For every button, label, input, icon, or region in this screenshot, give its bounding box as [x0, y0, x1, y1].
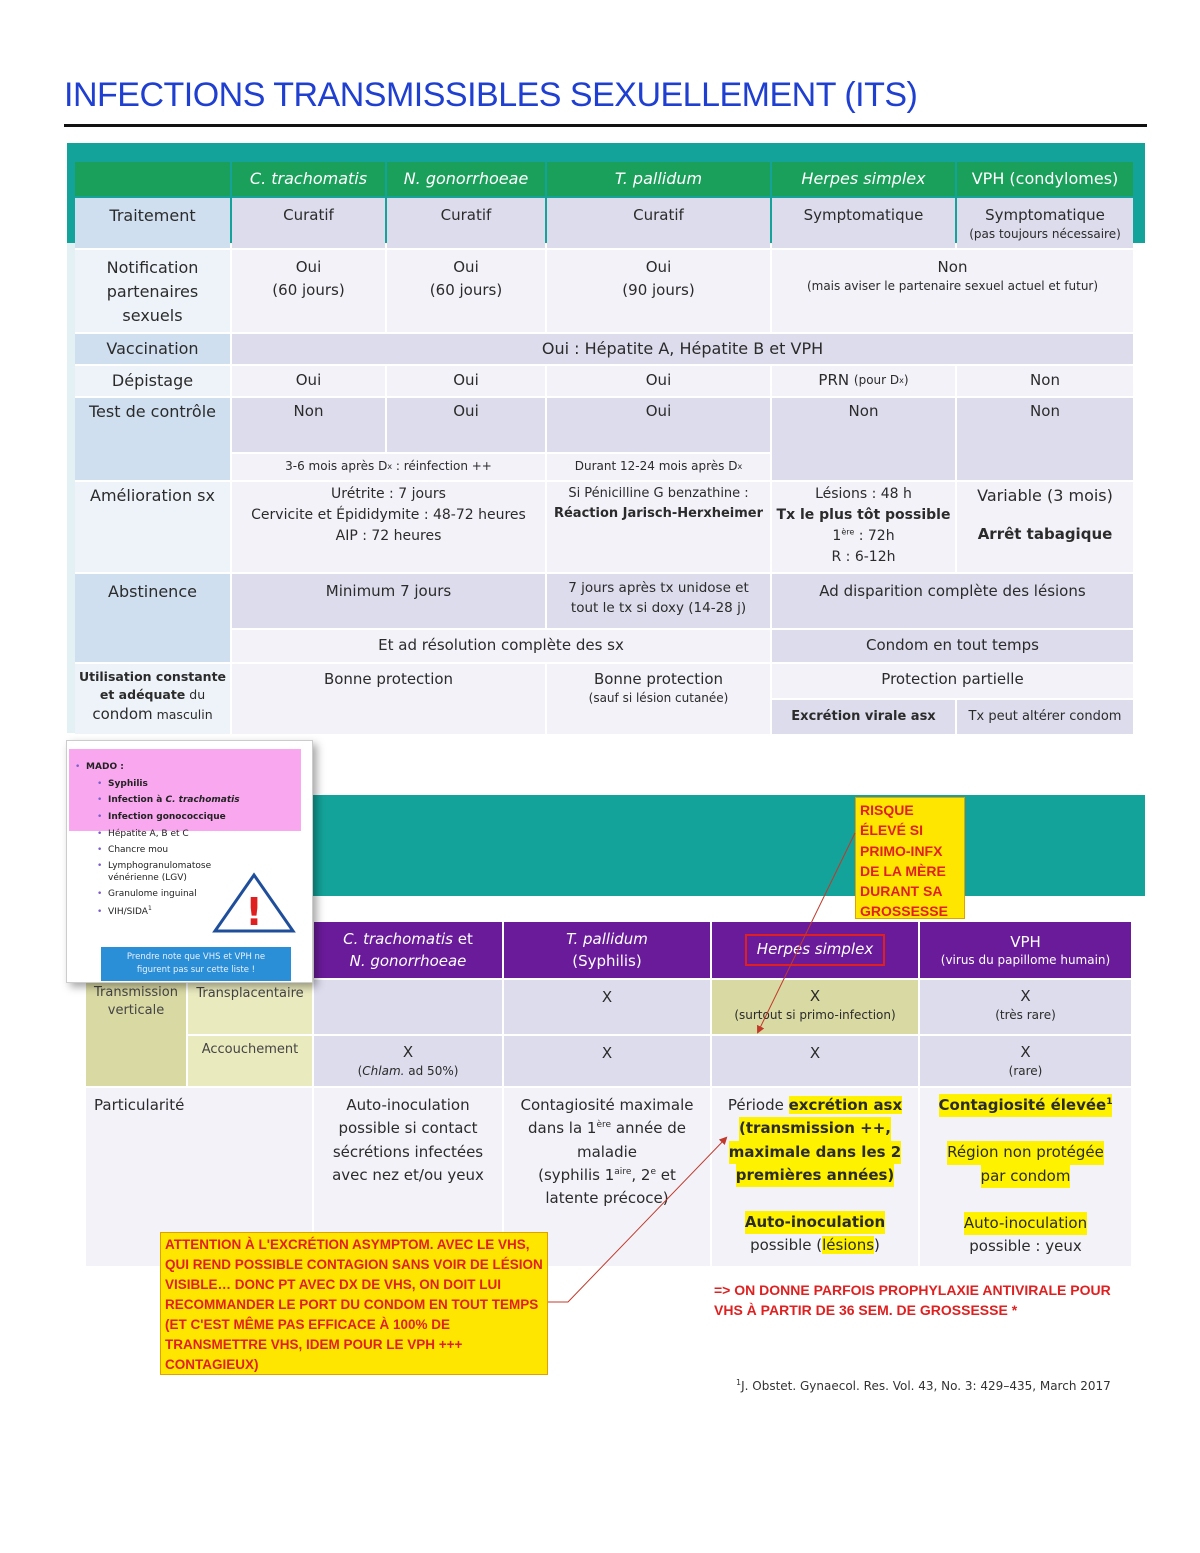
part-ctng-3: sécrétions infectées — [332, 1142, 484, 1161]
part-hsv-4: premières années) — [736, 1164, 895, 1187]
trans-hsv-note: (surtout si primo-infection) — [734, 1007, 896, 1022]
trans-label-1: Transmission — [94, 985, 178, 1000]
t1-header-tp: T. pallidum — [547, 162, 770, 196]
controle-tp-note-sub: x — [737, 461, 743, 471]
mado-item-2-text: Infection à — [108, 795, 166, 806]
notification-hv-1: Non — [937, 258, 968, 276]
mado-item-7-text: Granulome inguinal — [108, 889, 197, 900]
t2-header-hsv-text: Herpes simplex — [745, 934, 885, 965]
mado-item-6-text: Lymphogranulomatose vénérienne (LGV) — [108, 860, 212, 883]
part-ctng-4: avec nez et/ou yeux — [332, 1165, 484, 1184]
mado-item-5-text: Chancre mou — [108, 845, 169, 856]
vaccination-value: Oui : Hépatite A, Hépatite B et VPH — [232, 334, 1133, 364]
depistage-ng: Oui — [387, 366, 545, 396]
part-hsv-1b: excrétion asx — [788, 1096, 903, 1114]
traitement-label: Traitement — [75, 198, 230, 248]
condom-label-3: du — [185, 687, 206, 703]
part-vph-4: Auto-inoculation — [964, 1212, 1087, 1235]
part-vph-1-text: Contagiosité élevée — [938, 1096, 1107, 1114]
depistage-tp: Oui — [547, 366, 770, 396]
part-tp-2b: année de — [611, 1119, 686, 1138]
abstinence-tp-2: tout le tx si doxy (14-28 j) — [570, 600, 747, 617]
acc-ctng-x: X — [402, 1043, 414, 1061]
t2-header-ctng-1: C. trachomatis — [343, 929, 453, 948]
part-hsv-2: (transmission ++, — [739, 1117, 891, 1140]
amelioration-tp-1: Si Pénicilline G benzathine : — [568, 486, 749, 501]
traitement-vph-note: (pas toujours nécessaire) — [969, 227, 1121, 242]
acc-ctng-note-rest: ad 50% — [404, 1063, 454, 1078]
condom-label-5: masculin — [152, 707, 213, 723]
vaccination-label: Vaccination — [75, 334, 230, 364]
condom-tp-1: Bonne protection — [593, 670, 724, 688]
amelioration-ctng-1: Urétrite : 7 jours — [331, 486, 446, 502]
controle-ctng-note-1: 3-6 mois après D — [285, 459, 388, 474]
part-tp-2a: dans la 1 — [527, 1119, 597, 1138]
part-tp-3: maladie — [576, 1142, 638, 1161]
page-title: INFECTIONS TRANSMISSIBLES SEXUELLEMENT (ITS) — [64, 76, 918, 114]
condom-hv: Protection partielle — [772, 664, 1133, 698]
part-hsv-6b: lésions — [822, 1236, 875, 1255]
part-tp-4a: (syphilis 1 — [538, 1165, 615, 1184]
condom-vph-sub: Tx peut altérer condom — [957, 700, 1133, 734]
acc-vph-x: X — [1020, 1043, 1031, 1061]
traitement-tp: Curatif — [547, 198, 770, 248]
t2-header-ctng-3: N. gonorrhoeae — [349, 952, 467, 970]
notification-tp-2: (90 jours) — [622, 281, 695, 300]
traitement-ct: Curatif — [232, 198, 385, 248]
amelioration-vph-1: Variable (3 mois) — [977, 486, 1113, 505]
traitement-ng: Curatif — [387, 198, 545, 248]
part-vph-1-sup: 1 — [1106, 1097, 1113, 1107]
attention-note: ATTENTION À L'EXCRÉTION ASYMPTOM. AVEC LE VHS, QUI REND POSSIBLE CONTAGION SANS VOIR DE LÉSION VISIBLE… DONC PT AVEC DX DE VHS, ON DOIT LUI RECOMMANDER LE PORT DU CONDOM EN TOUT TEMPS (ET C'EST MÊME PAS EFFICACE À 100% DE TRANSMETTRE VHS, IDEM POUR LE VPH +++ CONTAGIEUX) — [160, 1232, 548, 1375]
depistage-label: Dépistage — [75, 366, 230, 396]
trans-hsv-x: X — [809, 987, 821, 1005]
part-vph-2: Région non protégée — [947, 1141, 1104, 1164]
warning-glyph: ! — [245, 890, 263, 934]
abstinence-sub-left: Et ad résolution complète des sx — [232, 630, 770, 662]
amelioration-hsv-2: Tx le plus tôt possible — [776, 507, 951, 523]
depistage-hsv-note: (pour D — [853, 373, 900, 388]
t2-header-tp-2: (Syphilis) — [572, 952, 642, 970]
amelioration-ctng-3: AIP : 72 heures — [335, 528, 442, 544]
reference-sup: 1 — [736, 1378, 742, 1387]
mado-item-1: • Syphilis — [97, 778, 148, 789]
part-tp-1: Contagiosité maximale — [520, 1096, 694, 1114]
condom-hsv-sub: Excrétion virale asx — [772, 700, 955, 734]
mado-item-6: • Lymphogranulomatose vénérienne (LGV) — [75, 861, 275, 884]
abstinence-tp-1: 7 jours après tx unidose et — [568, 580, 749, 596]
transplacentaire-label: Transplacentaire — [188, 980, 312, 1034]
amelioration-ctng-2: Cervicite et Épididymite : 48-72 heures — [251, 507, 526, 523]
part-tp-2sup: ère — [596, 1120, 612, 1131]
mado-title: MADO : — [86, 762, 124, 772]
notification-tp-1: Oui — [645, 258, 672, 276]
notification-hv-2: (mais aviser le partenaire sexuel actuel et futur) — [806, 279, 1099, 294]
controle-tp: Oui — [547, 398, 770, 452]
amelioration-hsv-3sup: ère — [841, 527, 855, 537]
condom-label-2: et adéquate — [99, 687, 186, 703]
part-tp-4sup2: e — [650, 1166, 656, 1177]
controle-label: Test de contrôle — [75, 398, 230, 480]
part-hsv-6a: possible ( — [750, 1236, 823, 1255]
arrow-attention-to-hsv — [548, 1138, 726, 1302]
t2-header-tp-1: T. pallidum — [566, 929, 648, 948]
part-hsv-6c: ) — [874, 1236, 880, 1255]
part-hsv-5: Auto-inoculation — [745, 1211, 885, 1234]
mado-note: Prendre note que VHS et VPH ne figurent pas sur cette liste ! — [101, 947, 291, 981]
trans-vph-x: X — [1020, 987, 1031, 1005]
acc-ctng-note: (Chlam. ad 50%) — [357, 1063, 459, 1078]
controle-ng: Oui — [387, 398, 545, 452]
amelioration-hsv-1: Lésions : 48 h — [815, 486, 912, 502]
part-hsv-3: maximale dans les 2 — [729, 1141, 901, 1164]
arrow-risk-to-hsv — [758, 833, 855, 1032]
notification-ct-2: (60 jours) — [272, 281, 345, 300]
amelioration-hsv-4: R : 6-12h — [831, 549, 896, 565]
prophylaxis-note: => ON DONNE PARFOIS PROPHYLAXIE ANTIVIRALE POUR VHS À PARTIR DE 36 SEM. DE GROSSESSE * — [714, 1282, 1111, 1319]
t1-header-ng: N. gonorrhoeae — [387, 162, 545, 196]
depistage-hsv-value: PRN — [818, 371, 850, 390]
reference-text: J. Obstet. Gynaecol. Res. Vol. 43, No. 3: 429–435, March 2017 — [741, 1379, 1111, 1393]
notification-label-2: partenaires — [106, 282, 199, 301]
abstinence-label: Abstinence — [75, 574, 230, 662]
mado-item-8-sup: 1 — [147, 904, 152, 912]
controle-tp-note-1: Durant 12-24 mois après D — [574, 459, 738, 474]
mado-item-2: • Infection à C. trachomatis — [97, 795, 240, 806]
trans-tp: X — [504, 980, 710, 1034]
t2-header-vph-2: (virus du papillome humain) — [940, 953, 1111, 968]
t1-header-ct: C. trachomatis — [232, 162, 385, 196]
part-label: Particularité — [86, 1088, 312, 1266]
amelioration-hsv-3b: : 72h — [854, 528, 895, 544]
t2-header-ctng-2: et — [452, 929, 473, 948]
trans-label-2: verticale — [107, 1003, 165, 1019]
mado-item-8: • VIH/SIDA$^1$ — [97, 904, 152, 917]
notification-ng-1: Oui — [453, 258, 479, 276]
depistage-ct: Oui — [232, 366, 385, 396]
mado-item-5: • Chancre mou — [97, 845, 169, 856]
part-ctng-1: Auto-inoculation — [346, 1096, 470, 1114]
condom-label-1: Utilisation constante — [78, 669, 227, 684]
controle-ctng-note-sub: x — [387, 461, 393, 471]
condom-ctng: Bonne protection — [232, 664, 545, 734]
acc-hsv: X — [712, 1036, 918, 1086]
t2-header-vph-1: VPH — [1010, 932, 1041, 951]
part-tp-4b: , 2 — [631, 1165, 651, 1184]
controle-ct: Non — [232, 398, 385, 452]
notification-label-3: sexuels — [122, 306, 183, 325]
mado-item-1-text: Syphilis — [108, 778, 148, 789]
controle-ctng-note-2: : réinfection ++ — [392, 459, 492, 474]
mado-item-3-text: Infection gonococcique — [108, 811, 226, 822]
depistage-hsv-close: ) — [903, 373, 909, 388]
part-vph-3: par condom — [981, 1165, 1071, 1188]
t1-header-hsv: Herpes simplex — [772, 162, 955, 196]
condom-tp-2: (sauf si lésion cutanée) — [588, 691, 729, 706]
abstinence-ctng: Minimum 7 jours — [232, 574, 545, 628]
risk-note: RISQUE ÉLEVÉ SI PRIMO-INFX DE LA MÈRE DURANT SA GROSSESSE — [855, 797, 965, 919]
acc-ctng-note-i: Chlam. — [362, 1063, 405, 1078]
abstinence-sub-right: Condom en tout temps — [772, 630, 1133, 662]
notification-label-1: Notification — [106, 258, 199, 277]
condom-label-4: condom — [92, 705, 153, 724]
amelioration-tp-2: Réaction Jarisch-Herxheimer — [553, 505, 764, 521]
mado-title-row: • MADO : — [75, 762, 124, 772]
depistage-vph: Non — [957, 366, 1133, 396]
abstinence-hv: Ad disparition complète des lésions — [772, 574, 1133, 628]
reference — [736, 1378, 1136, 1393]
acc-tp: X — [504, 1036, 710, 1086]
amelioration-vph-2: Arrêt tabagique — [977, 524, 1113, 543]
part-tp-5: latente précoce) — [545, 1189, 669, 1207]
mado-item-3: • Infection gonococcique — [97, 811, 226, 822]
mado-item-2-italic: C. trachomatis — [165, 795, 240, 806]
depistage-hsv-sub: x — [899, 375, 904, 385]
acc-vph-note: (rare) — [1008, 1063, 1043, 1078]
mado-item-4-text: Hépatite A, B et C — [108, 828, 189, 839]
t1-header-vph: VPH (condylomes) — [957, 162, 1133, 196]
notification-ng-2: (60 jours) — [429, 281, 503, 300]
trans-vph-note: (très rare) — [995, 1007, 1056, 1022]
part-tp-4sup: aire — [614, 1166, 632, 1177]
part-tp-4c: et — [656, 1165, 676, 1184]
controle-hsv: Non — [772, 398, 955, 480]
controle-vph: Non — [957, 398, 1133, 480]
amelioration-hsv-3a: 1 — [832, 528, 842, 544]
part-hsv-1a: Période — [727, 1096, 789, 1114]
part-ctng-2: possible si contact — [338, 1119, 478, 1138]
mado-item-8-text: VIH/SIDA — [108, 906, 148, 917]
part-vph-5: possible : yeux — [969, 1237, 1082, 1255]
mado-item-4: • Hépatite A, B et C — [97, 828, 189, 839]
notification-ct-1: Oui — [295, 258, 322, 276]
traitement-hsv: Symptomatique — [772, 198, 955, 248]
mado-item-7: • Granulome inguinal — [97, 889, 197, 900]
traitement-vph-value: Symptomatique — [985, 206, 1105, 224]
amelioration-label: Amélioration sx — [75, 482, 230, 572]
accouchement-label: Accouchement — [188, 1036, 312, 1086]
